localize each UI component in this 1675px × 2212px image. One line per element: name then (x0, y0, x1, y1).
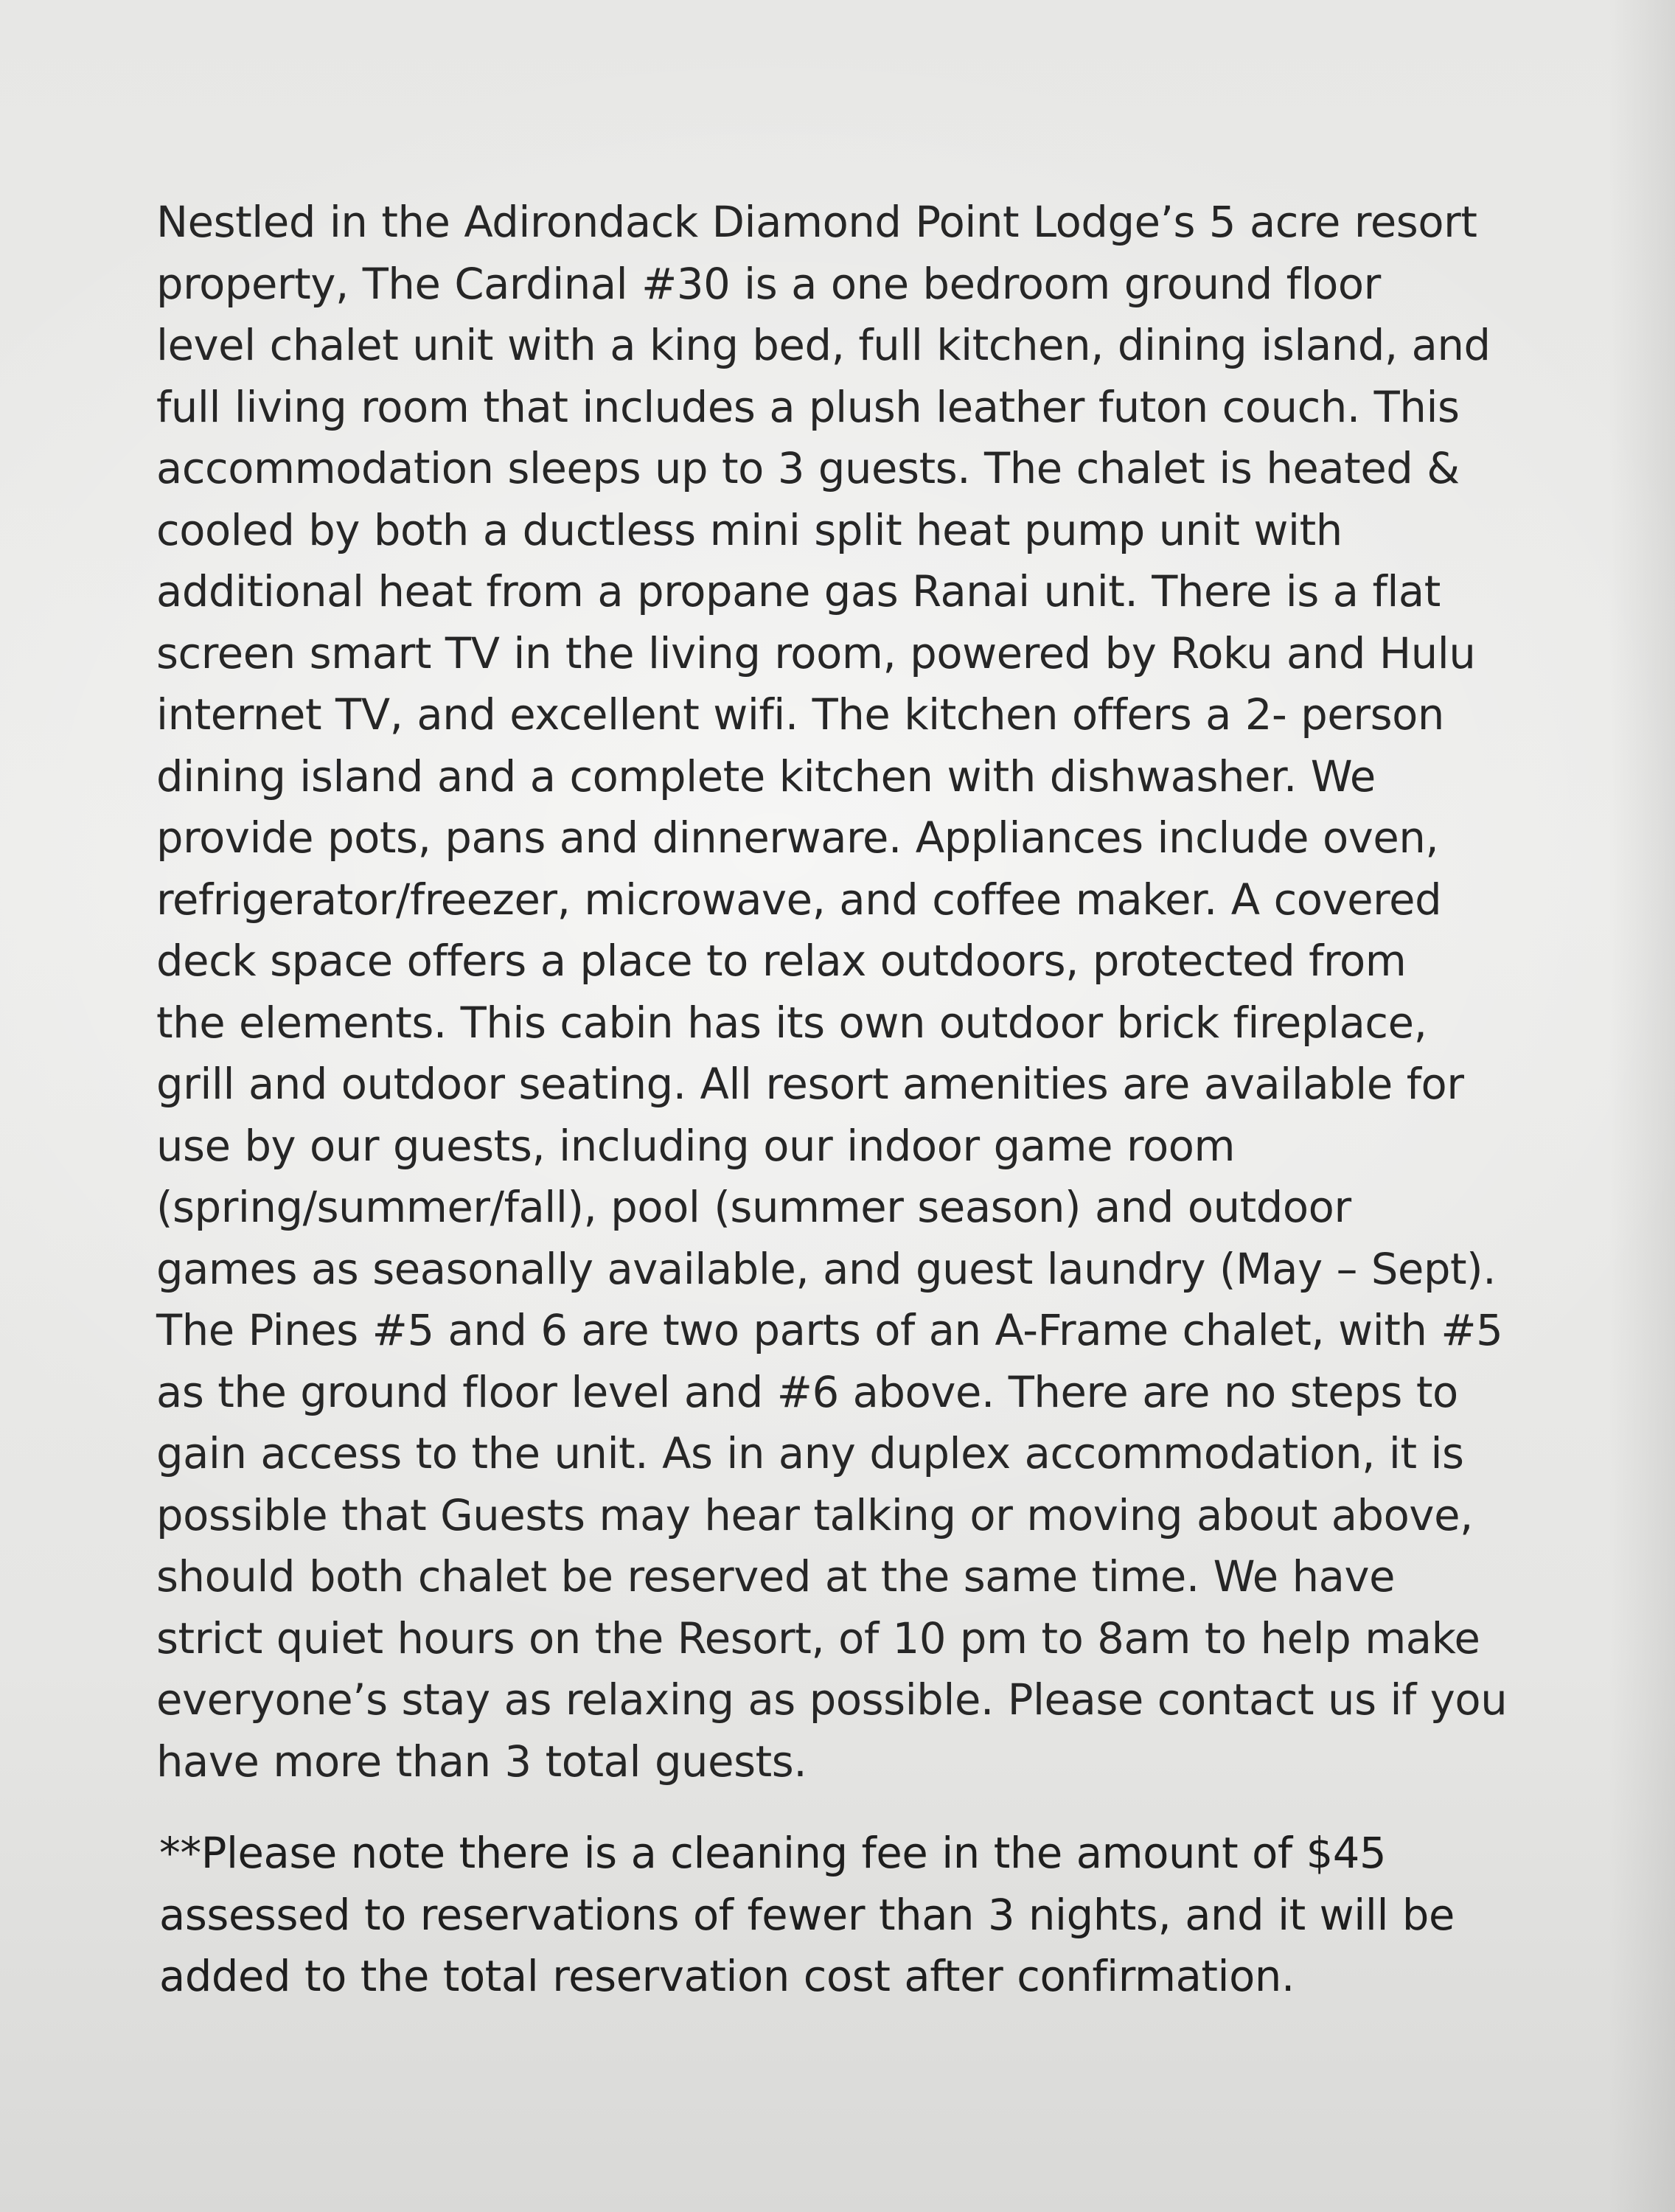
paragraph-line: strict quiet hours on the Resort, of 10 pm to 8am to help make (156, 1613, 1480, 1663)
paragraph-line: should both chalet be reserved at the same time. We have (156, 1552, 1396, 1601)
paragraph-line: as the ground floor level and #6 above. There are no steps to (156, 1367, 1458, 1417)
paragraph-line: (spring/summer/fall), pool (summer season) and outdoor (156, 1183, 1351, 1232)
note-line: added to the total reservation cost after confirmation. (159, 1952, 1295, 2001)
paragraph-line: cooled by both a ductless mini split heat pump unit with (156, 505, 1343, 555)
paragraph-line: everyone’s stay as relaxing as possible. Please contact us if you (156, 1675, 1508, 1725)
description-paragraph (156, 192, 1542, 1792)
paragraph-line: deck space offers a place to relax outdoors, protected from (156, 936, 1407, 986)
paragraph-line: full living room that includes a plush leather futon couch. This (156, 382, 1460, 432)
cleaning-fee-note (159, 1823, 1545, 2008)
note-line: **Please note there is a cleaning fee in the amount of $45 (159, 1829, 1387, 1878)
paragraph-line: grill and outdoor seating. All resort amenities are available for (156, 1060, 1464, 1109)
paragraph-line: internet TV, and excellent wifi. The kitchen offers a 2- person (156, 690, 1444, 740)
paragraph-line: provide pots, pans and dinnerware. Appliances include oven, (156, 813, 1439, 863)
paragraph-line: have more than 3 total guests. (156, 1736, 807, 1787)
paragraph-line: refrigerator/freezer, microwave, and coffee maker. A covered (156, 874, 1442, 925)
paragraph-line: Nestled in the Adirondack Diamond Point Lodge’s 5 acre resort (156, 198, 1477, 247)
paragraph-line: use by our guests, including our indoor game room (156, 1121, 1236, 1171)
note-line: assessed to reservations of fewer than 3 nights, and it will be (159, 1890, 1455, 1940)
paragraph-line: dining island and a complete kitchen with dishwasher. We (156, 751, 1376, 801)
paragraph-line: level chalet unit with a king bed, full kitchen, dining island, and (156, 321, 1491, 370)
paragraph-line: screen smart TV in the living room, powered by Roku and Hulu (156, 628, 1476, 678)
paragraph-line: games as seasonally available, and guest laundry (May – Sept). (156, 1244, 1497, 1294)
paragraph-line: gain access to the unit. As in any duplex accommodation, it is (156, 1429, 1464, 1478)
paragraph-line: possible that Guests may hear talking or moving about above, (156, 1490, 1473, 1540)
paragraph-line: the elements. This cabin has its own outdoor brick fireplace, (156, 998, 1427, 1048)
paragraph-line: accommodation sleeps up to 3 guests. The chalet is heated & (156, 444, 1460, 493)
paragraph-line: The Pines #5 and 6 are two parts of an A-Frame chalet, with #5 (156, 1306, 1503, 1355)
paragraph-line: property, The Cardinal #30 is a one bedroom ground floor (156, 259, 1381, 309)
paragraph-line: additional heat from a propane gas Ranai unit. There is a flat (156, 567, 1441, 616)
